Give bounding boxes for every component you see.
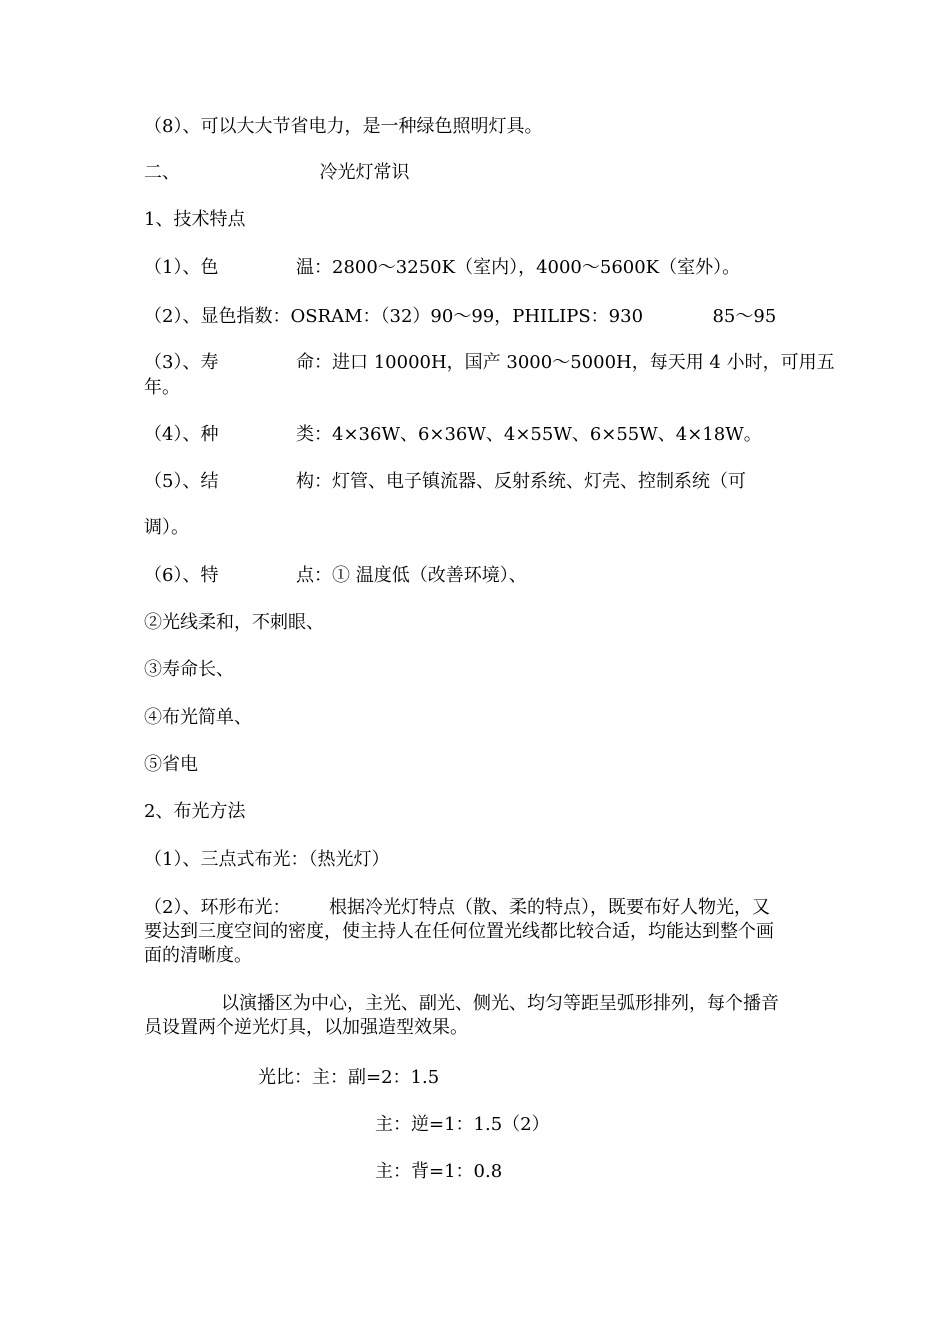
spec-value: 类：4×36W、6×36W、4×55W、6×55W、4×18W。 <box>296 424 762 445</box>
arrangement-paragraph-line-2: 员设置两个逆光灯具，以加强造型效果。 <box>144 1017 468 1038</box>
spec-value: 构：灯管、电子镇流器、反射系统、灯壳、控制系统（可 <box>296 471 746 492</box>
arrangement-paragraph-line-1: 以演播区为中心，主光、副光、侧光、均匀等距呈弧形排列，每个播音 <box>221 993 779 1014</box>
section-heading <box>144 161 409 185</box>
spec-types <box>144 423 762 447</box>
method-label: （2）、环形布光： <box>144 897 291 918</box>
spec-label: （6）、特 <box>144 565 219 586</box>
spec-color-rendering <box>144 305 776 329</box>
subheading-tech-features: 1、技术特点 <box>144 209 246 230</box>
spec-label: （5）、结 <box>144 471 219 492</box>
spec-label: （1）、色 <box>144 257 219 278</box>
light-ratio-key-fill: 光比：主：副=2：1.5 <box>258 1067 440 1088</box>
spec-features <box>144 564 527 588</box>
spec-value: （2）、显色指数：OSRAM：（32）90～99，PHILIPS：930 <box>144 306 644 327</box>
light-ratio-key-background: 主：背=1：0.8 <box>375 1161 503 1182</box>
feature-item: ③寿命长、 <box>144 659 234 680</box>
spec-value: 温：2800～3250K（室内），4000～5600K（室外）。 <box>296 257 741 278</box>
section-number: 二、 <box>144 162 180 183</box>
method-ring-line-2: 要达到三度空间的密度，使主持人在任何位置光线都比较合适，均能达到整个画 <box>144 921 774 942</box>
spec-lifetime-continued: 年。 <box>144 377 180 398</box>
subheading-lighting-methods: 2、布光方法 <box>144 801 246 822</box>
spec-value: 命：进口 10000H，国产 3000～5000H，每天用 4 小时，可用五 <box>296 352 835 373</box>
method-ring-line-1 <box>144 896 770 920</box>
method-text: 根据冷光灯特点（散、柔的特点），既要布好人物光，又 <box>329 897 770 918</box>
spec-value-tail: 85～95 <box>712 306 777 327</box>
spec-label: （3）、寿 <box>144 352 219 373</box>
spec-label: （4）、种 <box>144 424 219 445</box>
spec-lifetime <box>144 351 835 375</box>
spec-structure <box>144 470 746 494</box>
spec-structure-continued: 调）。 <box>144 517 189 538</box>
light-ratio-key-back: 主：逆=1：1.5（2） <box>375 1114 550 1135</box>
item-8-text: （8）、可以大大节省电力，是一种绿色照明灯具。 <box>144 116 543 137</box>
spec-color-temperature <box>144 256 740 280</box>
feature-item: ④布光简单、 <box>144 707 252 728</box>
feature-item: ②光线柔和，不刺眼、 <box>144 612 324 633</box>
feature-item: ⑤省电 <box>144 754 198 775</box>
method-three-point: （1）、三点式布光：（热光灯） <box>144 849 390 870</box>
section-title: 冷光灯常识 <box>319 162 410 183</box>
method-ring-line-3: 面的清晰度。 <box>144 945 252 966</box>
spec-value: 点：① 温度低（改善环境）、 <box>296 565 527 586</box>
